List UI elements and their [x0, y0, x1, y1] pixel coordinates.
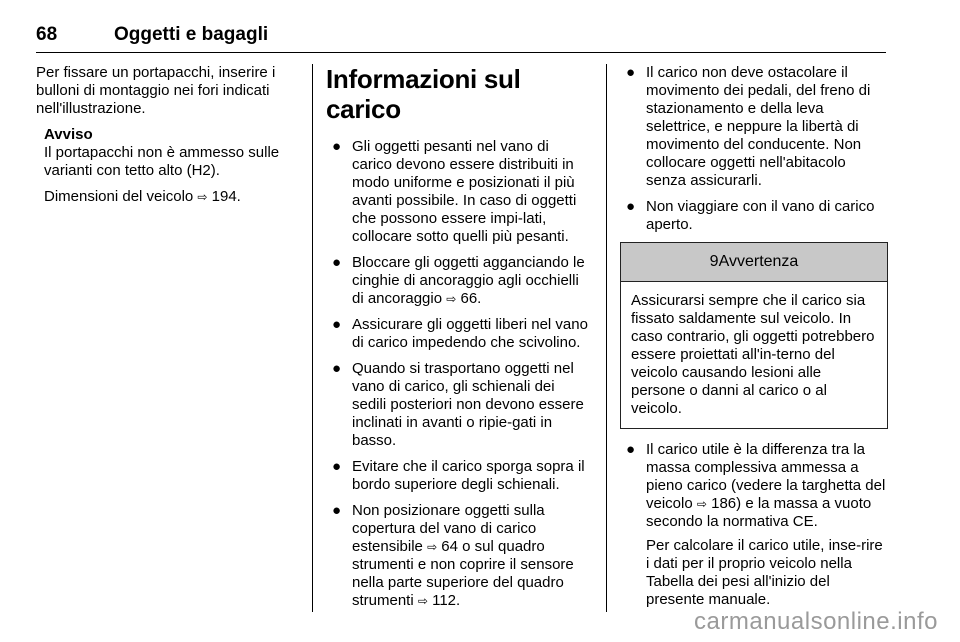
column-left	[36, 64, 298, 214]
column-divider	[312, 64, 313, 612]
page-title: Oggetti e bagagli	[114, 24, 269, 45]
dimensions-page: 194.	[211, 188, 241, 205]
bullet-icon: ●	[626, 441, 636, 458]
intro-paragraph: Per fissare un portapacchi, inserire i bulloni di montaggio nei fori indicati nell'illustrazione.	[36, 64, 276, 117]
load-info-list-continued	[620, 64, 888, 234]
list-item	[326, 138, 592, 246]
list-item-text: Non viaggiare con il vano di carico aperto.	[646, 198, 875, 233]
dimensions-ref	[44, 188, 298, 206]
page-header	[36, 24, 886, 53]
warning-icon: 9	[709, 253, 719, 270]
column-right	[620, 64, 888, 617]
page-number: 68	[36, 24, 58, 45]
page-ref: 64	[441, 538, 458, 555]
list-item-text: Bloccare gli oggetti agganciando le cinghie di ancoraggio agli occhielli di ancoraggio	[352, 254, 585, 307]
dimensions-text: Dimensioni del veicolo	[44, 188, 194, 205]
bullet-icon: ●	[332, 458, 342, 475]
page-ref: 112.	[432, 592, 461, 609]
load-info-list	[326, 138, 592, 610]
note-title: Avviso	[44, 126, 93, 143]
list-item-text: Assicurare gli oggetti liberi nel vano di carico impedendo che scivolino.	[352, 316, 588, 351]
payload-calc-text: Per calcolare il carico utile, inse-rire i dati per il proprio veicolo nella Tabella dei pesi all'inizio del presente manuale.	[646, 537, 883, 608]
page-ref-icon: ⇨	[446, 292, 457, 306]
column-middle	[326, 64, 592, 618]
section-title: Informazioni sul carico	[326, 64, 521, 124]
warning-text: Assicurarsi sempre che il carico sia fissato saldamente sul veicolo. In caso contrario, gli oggetti potrebbero essere proiettati all'in-terno del veicolo causando lesioni alle persone o danni al carico o al veicolo.	[631, 292, 875, 417]
bullet-icon: ●	[332, 138, 342, 155]
list-item-text: Non posizionare oggetti sulla copertura del vano di carico estensibile	[352, 502, 545, 555]
list-item-text: Il carico non deve ostacolare il movimento dei pedali, del freno di stazionamento e della leva selettrice, e neppure la libertà di movimento del conducente. Non collocare oggetti nell'abitacolo senza assicurarli.	[646, 64, 871, 189]
list-item-text: Quando si trasportano oggetti nel vano di carico, gli schienali dei sedili posteriori non devono essere inclinati in avanti o ripie-gati in basso.	[352, 360, 584, 449]
list-item	[620, 198, 888, 234]
page-ref-icon: ⇨	[417, 594, 428, 608]
page-ref-icon: ⇨	[197, 190, 208, 204]
page-ref: 66.	[460, 290, 482, 307]
bullet-icon: ●	[332, 316, 342, 333]
list-item-text: Gli oggetti pesanti nel vano di carico devono essere distribuiti in modo uniforme e posizionati il più avanti possibile. In caso di oggetti che possono essere impi-lati, collocare sotto quelli più pesanti.	[352, 138, 577, 245]
bullet-icon: ●	[626, 64, 636, 81]
page-ref-icon: ⇨	[427, 540, 438, 554]
warning-box	[620, 242, 888, 429]
warning-header	[621, 243, 887, 282]
bullet-icon: ●	[332, 502, 342, 519]
warning-title: Avvertenza	[718, 253, 799, 270]
list-item	[326, 254, 592, 308]
column-divider	[606, 64, 607, 612]
note-text: Il portapacchi non è ammesso sulle varianti con tetto alto (H2).	[44, 144, 280, 179]
payload-list	[620, 441, 888, 609]
list-item	[620, 441, 888, 609]
bullet-icon: ●	[332, 254, 342, 271]
list-item	[326, 502, 592, 610]
bullet-icon: ●	[332, 360, 342, 377]
page-ref: 186)	[711, 495, 742, 512]
list-item-text: e la massa a vuoto secondo la normativa CE.	[646, 495, 872, 530]
watermark: carmanualsonline.info	[694, 608, 938, 635]
page-ref-icon: ⇨	[696, 497, 707, 511]
list-item-text: Evitare che il carico sporga sopra il bordo superiore degli schienali.	[352, 458, 585, 493]
list-item-text: Il carico utile è la differenza tra la massa complessiva ammessa a pieno carico (vedere la targhetta del veicolo	[646, 441, 886, 512]
note-block	[44, 126, 298, 206]
list-item	[620, 64, 888, 190]
list-item	[326, 316, 592, 352]
list-item-text: o sul quadro strumenti e non coprire il sensore nella parte superiore del quadro strumenti	[352, 538, 574, 609]
list-item	[326, 458, 592, 494]
list-item	[326, 360, 592, 450]
bullet-icon: ●	[626, 198, 636, 215]
